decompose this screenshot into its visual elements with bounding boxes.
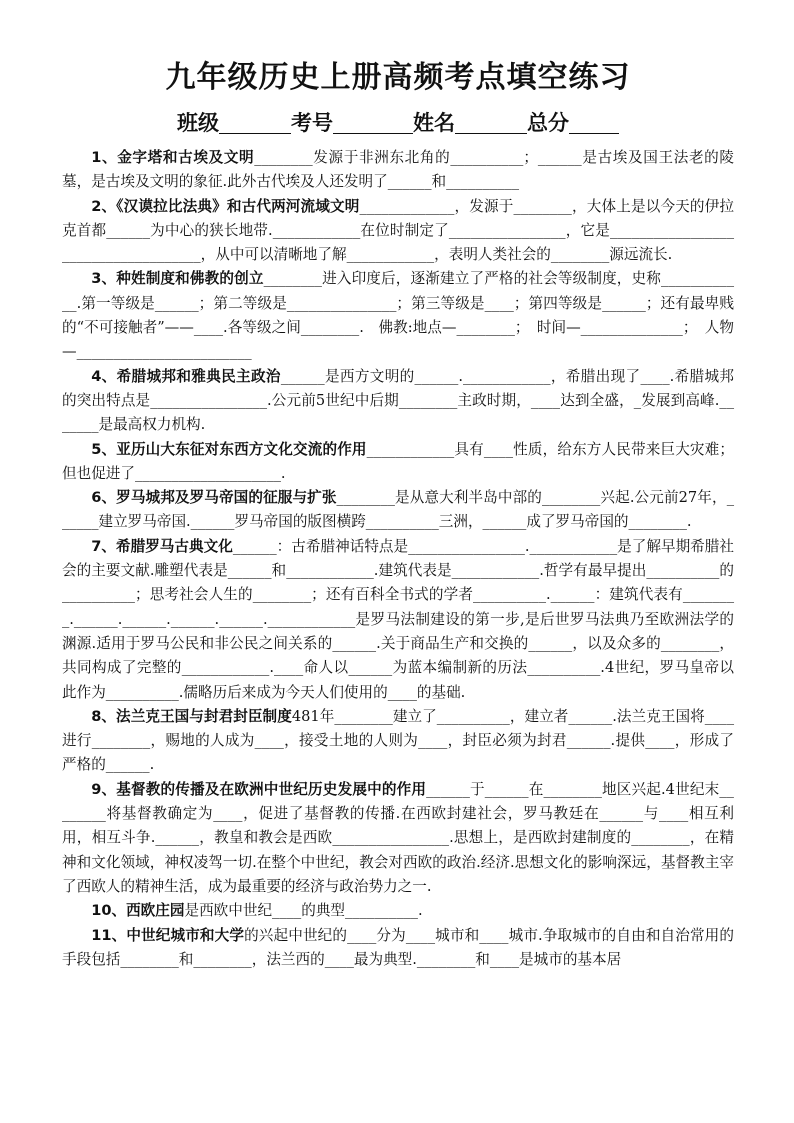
question-body: ______是西方文明的______.____________，希腊出现了____.希腊城邦的突出特点是________________.公元前5世纪中后期________主政时期，____达到全盛，_发展到高峰._______是最高权力机构.	[62, 367, 735, 434]
question-8	[62, 705, 734, 778]
exam-number-label: 考号	[291, 111, 333, 135]
worksheet-page	[62, 58, 734, 972]
question-3	[62, 267, 734, 364]
question-body: ________进入印度后，逐渐建立了严格的社会等级制度，史称____________.第一等级是______；第二等级是_______________；第三等级是____；第四等级是______；还有最卑贱的“不可接触者”——____.各等级之间________. 佛教:地点—________； 时间—______________； 人物—________________________	[62, 270, 734, 361]
question-body: ______：古希腊神话特点是________________.____________是了解早期希腊社会的主要文献.雕塑代表是______和____________.建筑代表是____________.哲学有最早提出__________的__________；思考社会人生的________；还有百科全书式的学者__________.______：建筑代表有________.______.______.______.______.____________是罗马法制建设的第一步,是后世罗马法典乃至欧洲法学的渊源.适用于罗马公民和非公民之间关系的______.关于商品生产和交换的______，以及众多的________，共同构成了完整的____________.____命人以______为蓝本编制新的历法__________.4世纪，罗马皇帝以此作为__________.儒略历后来成为今天人们使用的____的基础.	[62, 537, 734, 701]
student-info-line	[62, 108, 734, 138]
question-5	[62, 438, 734, 487]
class-blank[interactable]	[219, 111, 291, 134]
question-heading: 3、种姓制度和佛教的创立	[91, 270, 264, 288]
question-heading: 10、西欧庄园	[91, 902, 185, 920]
name-label: 姓名	[413, 111, 455, 135]
question-heading: 11、中世纪城市和大学	[91, 926, 245, 944]
total-score-blank[interactable]	[569, 111, 619, 134]
question-heading: 6、罗马城邦及罗马帝国的征服与扩张	[91, 489, 337, 507]
question-body: _____________，发源于________，大体上是以今天的伊拉克首都______为中心的狭长地带.____________在位时制定了________________，它是____________________________________，从中可以清晰地了解____________，表明人类社会的________源远流长.	[62, 197, 734, 264]
exam-number-blank[interactable]	[333, 111, 413, 134]
question-heading: 7、希腊罗马古典文化	[91, 537, 233, 555]
question-body: 481年________建立了__________，建立者______.法兰克王国将____进行________，赐地的人成为____，接受土地的人则为____，封臣必须为封君______.提供____，形成了严格的______.	[62, 707, 734, 774]
question-11	[62, 924, 734, 973]
question-list	[62, 146, 734, 972]
question-heading: 2、《汉谟拉比法典》和古代两河流域文明	[91, 197, 360, 215]
question-body: 的兴起中世纪的____分为____城市和____城市.争取城市的自由和自治常用的手段包括________和________，法兰西的____最为典型.________和____是城市的基本居	[62, 926, 734, 968]
question-heading: 1、金字塔和古埃及文明	[91, 149, 255, 166]
page-title: 九年级历史上册高频考点填空练习	[165, 60, 631, 95]
question-body: ____________具有____性质，给东方人民带来巨大灾难；但也促进了____________________.	[62, 440, 734, 482]
question-body: ________是从意大利半岛中部的________兴起.公元前27年，______建立罗马帝国.______罗马帝国的版图横跨__________三洲，______成了罗马帝国的________.	[62, 489, 734, 531]
question-heading: 8、法兰克王国与封君封臣制度	[91, 707, 292, 725]
question-6	[62, 486, 734, 535]
question-10	[62, 899, 734, 923]
class-label: 班级	[177, 111, 219, 135]
question-heading: 5、亚历山大东征对东西方文化交流的作用	[91, 440, 367, 458]
question-heading: 4、希腊城邦和雅典民主政治	[91, 367, 281, 385]
total-score-label: 总分	[527, 111, 569, 135]
question-body: ______于______在________地区兴起.4世纪末________将基督教确定为____，促进了基督教的传播.在西欧封建社会，罗马教廷在______与____相互利用，相互斗争.______，教皇和教会是西欧________________.思想上，是西欧封建制度的________，在精神和文化领域，神权凌驾一切.在整个中世纪，教会对西欧的政治.经济.思想文化的影响深远，基督教主宰了西欧人的精神生活，成为最重要的经济与政治势力之一.	[62, 780, 734, 895]
question-9	[62, 778, 734, 899]
question-heading: 9、基督教的传播及在欧洲中世纪历史发展中的作用	[91, 780, 427, 798]
question-body: ________发源于非洲东北角的__________；______是古埃及国王法老的陵墓，是古埃及文明的象征.此外古代埃及人还发明了______和__________	[62, 149, 734, 191]
question-2	[62, 195, 734, 268]
question-7	[62, 535, 734, 705]
question-4	[62, 365, 734, 438]
question-1	[62, 146, 734, 195]
question-body: 是西欧中世纪____的典型__________.	[184, 902, 423, 920]
name-blank[interactable]	[455, 111, 527, 134]
